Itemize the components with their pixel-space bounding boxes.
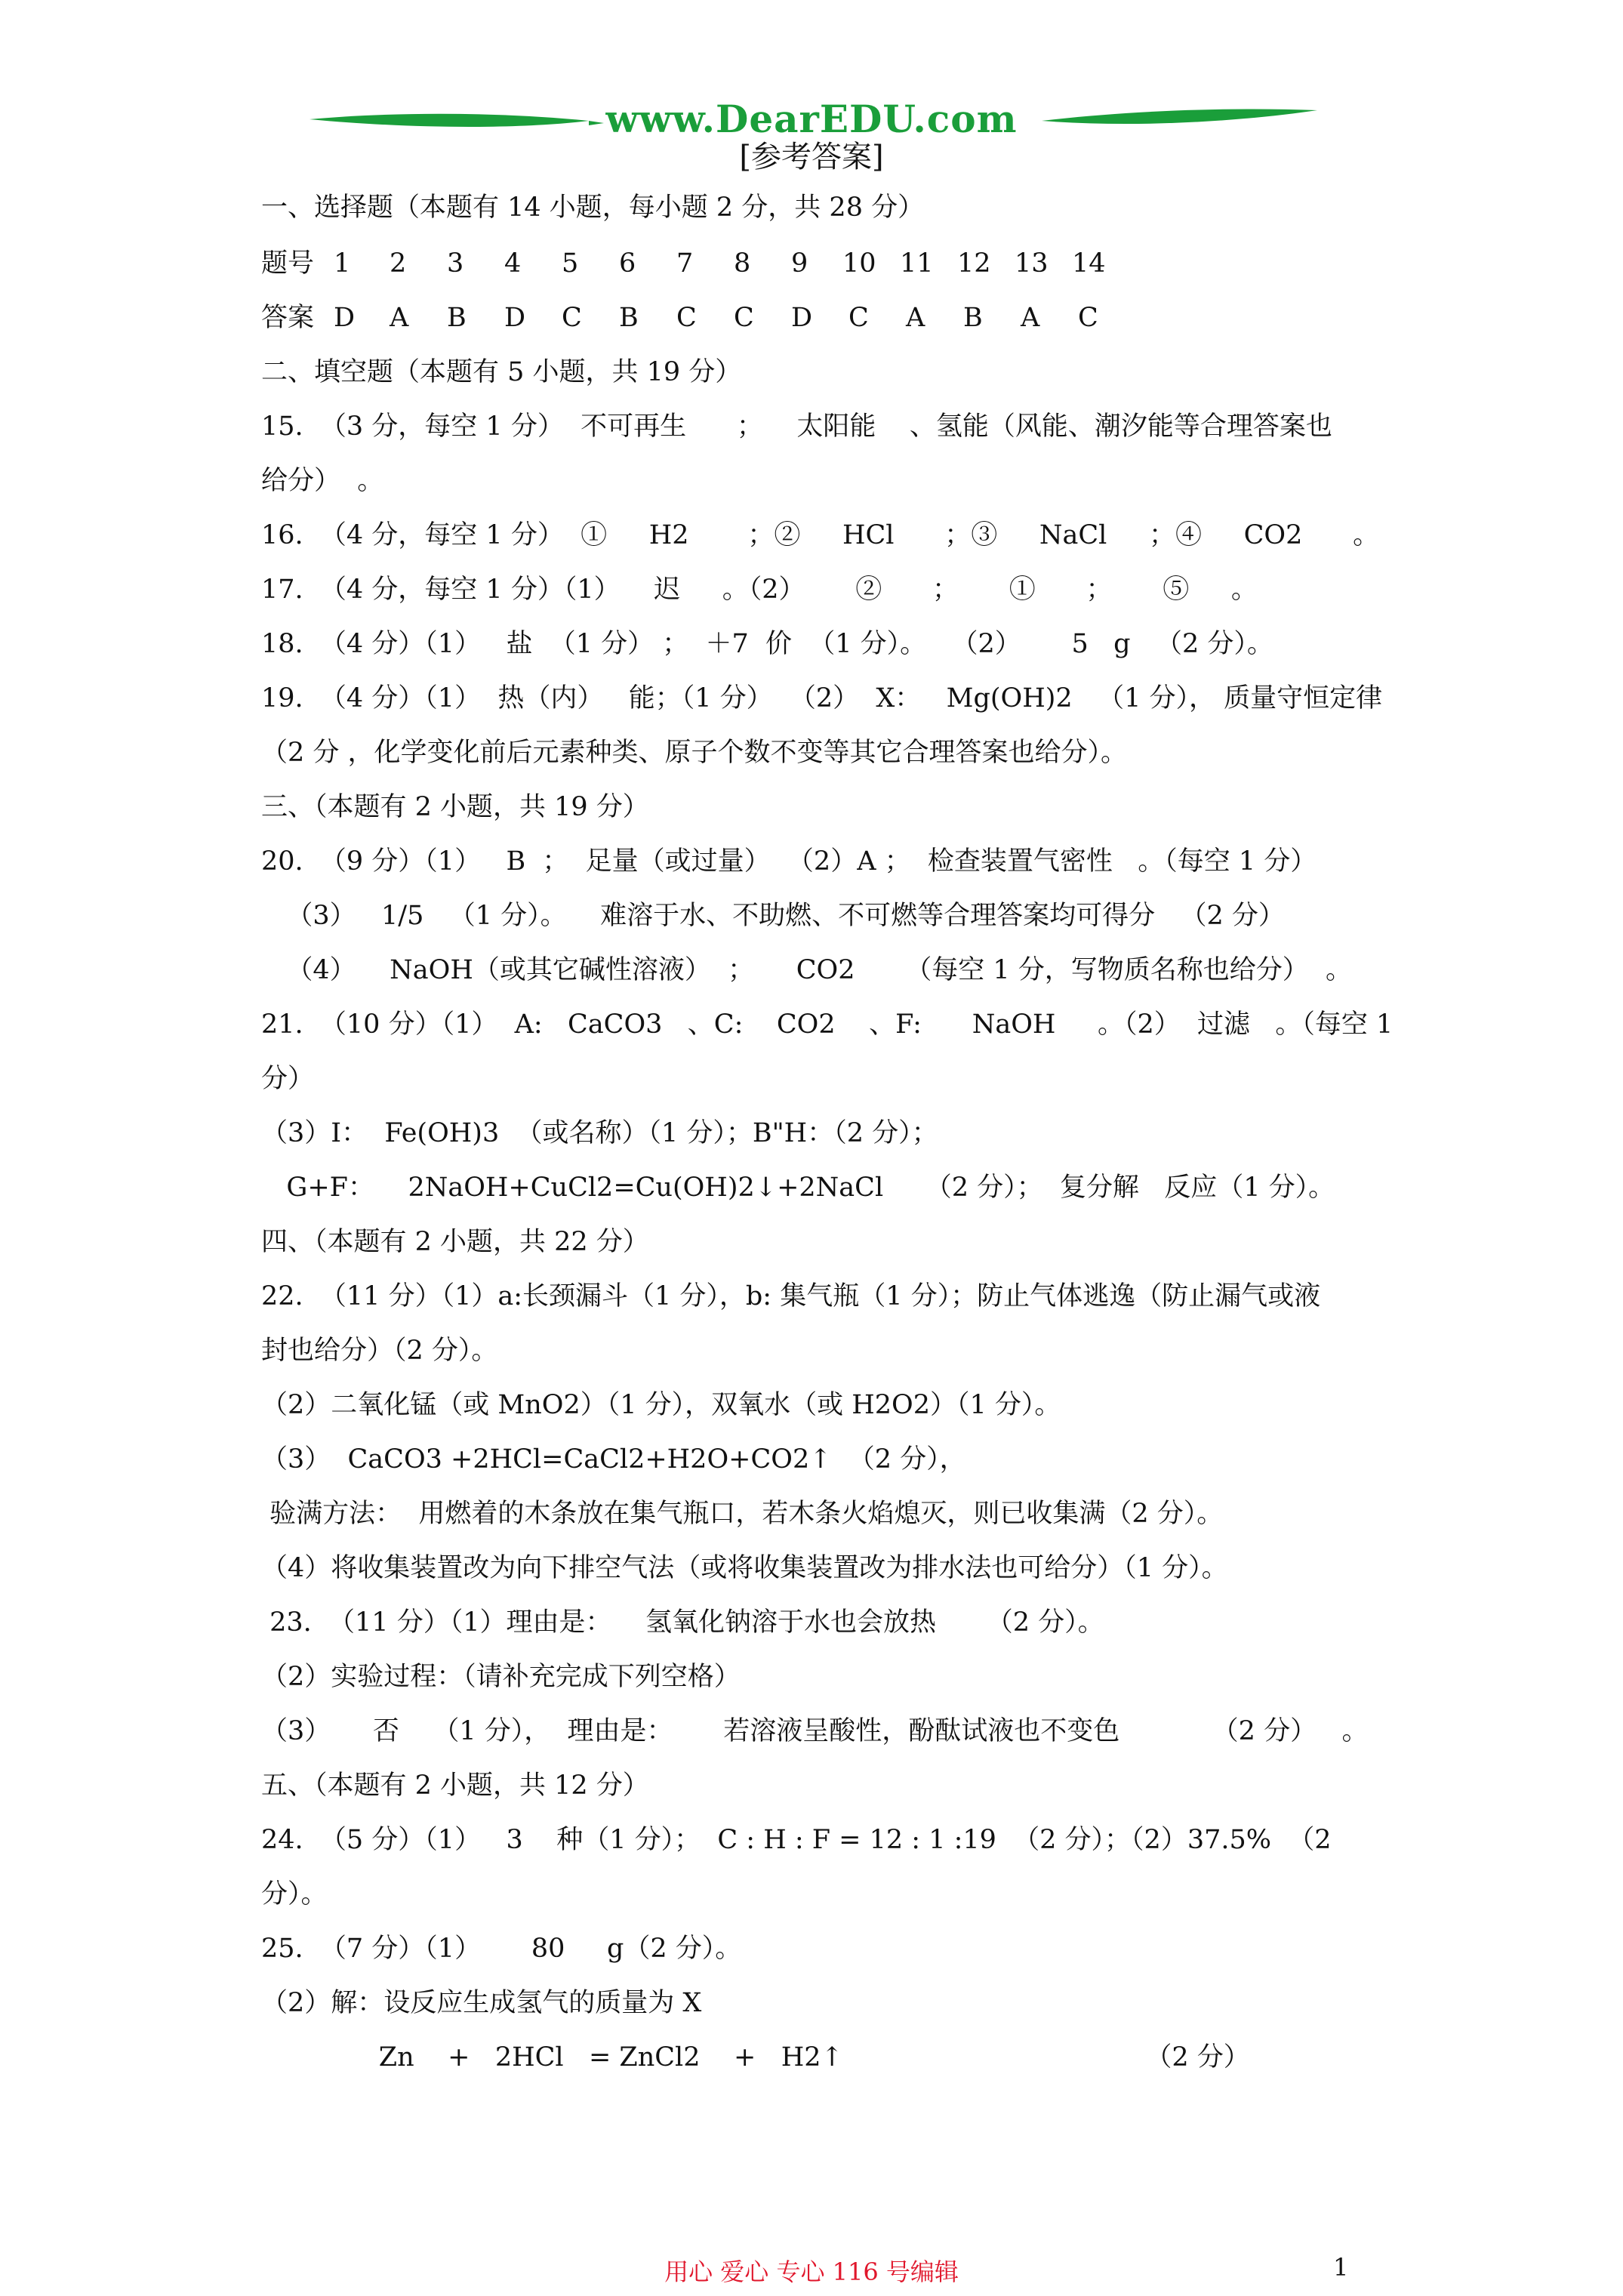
answer-line: （2 分 ，化学变化前后元素种类、原子个数不变等其它合理答案也给分）。 xyxy=(261,738,1128,768)
table-cell: C xyxy=(848,303,869,333)
table-cell: D xyxy=(504,303,526,333)
table-cell: C xyxy=(562,303,582,333)
answer-line: 分）。 xyxy=(261,1879,328,1909)
table-cell: A xyxy=(906,303,925,333)
answer-line: 17. （4 分，每空 1 分）（1） 迟 。（2） ② ； ① ； ⑤ 。 xyxy=(261,575,1258,605)
answer-line: 19. （4 分）（1） 热（内） 能；（1 分） （2） X： Mg(OH)2 （1 分）， 质量守恒定律 xyxy=(261,683,1383,713)
site-name: www.DearEDU.com xyxy=(605,97,1018,141)
table-cell: 14 xyxy=(1072,248,1106,279)
answer-line: 20. （9 分）（1） B ； 足量（或过量） （2）A ； 检查装置气密性 。（每空 1 分） xyxy=(261,846,1317,877)
table-cell: 13 xyxy=(1015,248,1049,279)
table-cell: 9 xyxy=(791,248,808,279)
table-cell: 11 xyxy=(900,248,934,279)
answer-line: （3） 否 （1 分）， 理由是： 若溶液呈酸性，酚酞试液也不变色 （2 分） 。 xyxy=(261,1716,1369,1746)
table-cell: B xyxy=(619,303,639,333)
table-cell: 1 xyxy=(334,248,351,279)
answer-line: 封也给分）（2 分）。 xyxy=(261,1336,498,1366)
answer-line: 16. （4 分，每空 1 分） ① H2 ；② HCl ；③ NaCl ；④ CO2 。 xyxy=(261,520,1380,550)
answer-line: 23. （11 分）（1）理由是： 氢氧化钠溶于水也会放热 （2 分）。 xyxy=(261,1607,1104,1638)
answer-line: 22. （11 分）（1）a:长颈漏斗（1 分），b: 集气瓶（1 分）；防止气体逃逸（防止漏气或液 xyxy=(261,1281,1321,1311)
table-cell: C xyxy=(1078,303,1098,333)
section-heading: 三、（本题有 2 小题，共 19 分） xyxy=(261,792,649,822)
table-cell: 8 xyxy=(734,248,751,279)
table-cell: 12 xyxy=(957,248,991,279)
answer-line: 15. （3 分，每空 1 分） 不可再生 ； 太阳能 、氢能（风能、潮汐能等合理答案也 xyxy=(261,411,1332,442)
table-cell: 2 xyxy=(390,248,407,279)
answer-line: （3） CaCO3 +2HCl=CaCl2+H2O+CO2↑ （2 分）， xyxy=(261,1444,966,1475)
answer-line: （2）二氧化锰（或 MnO2）（1 分），双氧水（或 H2O2）（1 分）。 xyxy=(261,1390,1061,1420)
page-number: 1 xyxy=(1333,2253,1349,2282)
section-heading: 四、（本题有 2 小题，共 22 分） xyxy=(261,1227,649,1257)
table-cell: B xyxy=(963,303,983,333)
table-cell: 3 xyxy=(447,248,464,279)
answer-line: （2）实验过程：（请补充完成下列空格） xyxy=(261,1662,741,1692)
answer-line: （4）将收集装置改为向下排空气法（或将收集装置改为排水法也可给分）（1 分）。 xyxy=(261,1553,1228,1583)
table-cell: 10 xyxy=(842,248,876,279)
table-cell: A xyxy=(1021,303,1040,333)
page-header xyxy=(0,0,1623,174)
row-label: 题号 xyxy=(261,248,315,279)
equation-line: Zn + 2HCl = ZnCl2 + H2↑ （2 分） xyxy=(261,2042,1250,2073)
table-cell: C xyxy=(676,303,697,333)
table-cell: B xyxy=(447,303,467,333)
answer-line: 给分） 。 xyxy=(261,466,384,496)
table-cell: 7 xyxy=(676,248,694,279)
row-label: 答案 xyxy=(261,303,315,333)
table-cell: A xyxy=(390,303,409,333)
table-cell: 4 xyxy=(504,248,522,279)
answer-line: G+F： 2NaOH+CuCl2=Cu(OH)2↓+2NaCl （2 分）； 复分解 反应（1 分）。 xyxy=(261,1173,1335,1203)
answer-line: 分） xyxy=(261,1064,315,1094)
section-heading: 五、（本题有 2 小题，共 12 分） xyxy=(261,1771,649,1801)
section-heading: 二、填空题（本题有 5 小题，共 19 分） xyxy=(261,357,742,387)
answer-line: 25. （7 分）（1） 80 g（2 分）。 xyxy=(261,1934,742,1964)
table-cell: C xyxy=(734,303,754,333)
answer-line: 验满方法： 用燃着的木条放在集气瓶口，若木条火焰熄灭，则已收集满（2 分）。 xyxy=(261,1499,1224,1529)
answer-line: 18. （4 分）（1） 盐 （1 分） ； ＋7 价 （1 分）。 （2） 5 g （2 分）。 xyxy=(261,629,1273,659)
answer-line: （3） 1/5 （1 分）。 难溶于水、不助燃、不可燃等合理答案均可得分 （2 分） xyxy=(261,901,1285,931)
page-subtitle: [参考答案] xyxy=(739,140,884,174)
table-cell: 6 xyxy=(619,248,636,279)
table-cell: D xyxy=(791,303,813,333)
answer-line: 21. （10 分）（1） A: CaCO3 、C: CO2 、F: NaOH 。（2） 过滤 。（每空 1 xyxy=(261,1009,1394,1040)
answer-line: （2）解：设反应生成氢气的质量为 X xyxy=(261,1988,702,2018)
answer-line: 24. （5 分）（1） 3 种（1 分）； C : H : F = 12 : 1 :19 （2 分）；（2）37.5% （2 xyxy=(261,1825,1332,1855)
answer-line: （3）I： Fe(OH)3 （或名称）（1 分）；B"H：（2 分）； xyxy=(261,1118,938,1148)
footer-note: 用心 爱心 专心 116 号编辑 xyxy=(664,2257,959,2286)
table-cell: D xyxy=(334,303,356,333)
table-cell: 5 xyxy=(562,248,579,279)
section-heading: 一、选择题（本题有 14 小题，每小题 2 分，共 28 分） xyxy=(261,193,925,223)
answer-line: （4） NaOH（或其它碱性溶液） ； CO2 （每空 1 分，写物质名称也给分） 。 xyxy=(261,955,1352,985)
